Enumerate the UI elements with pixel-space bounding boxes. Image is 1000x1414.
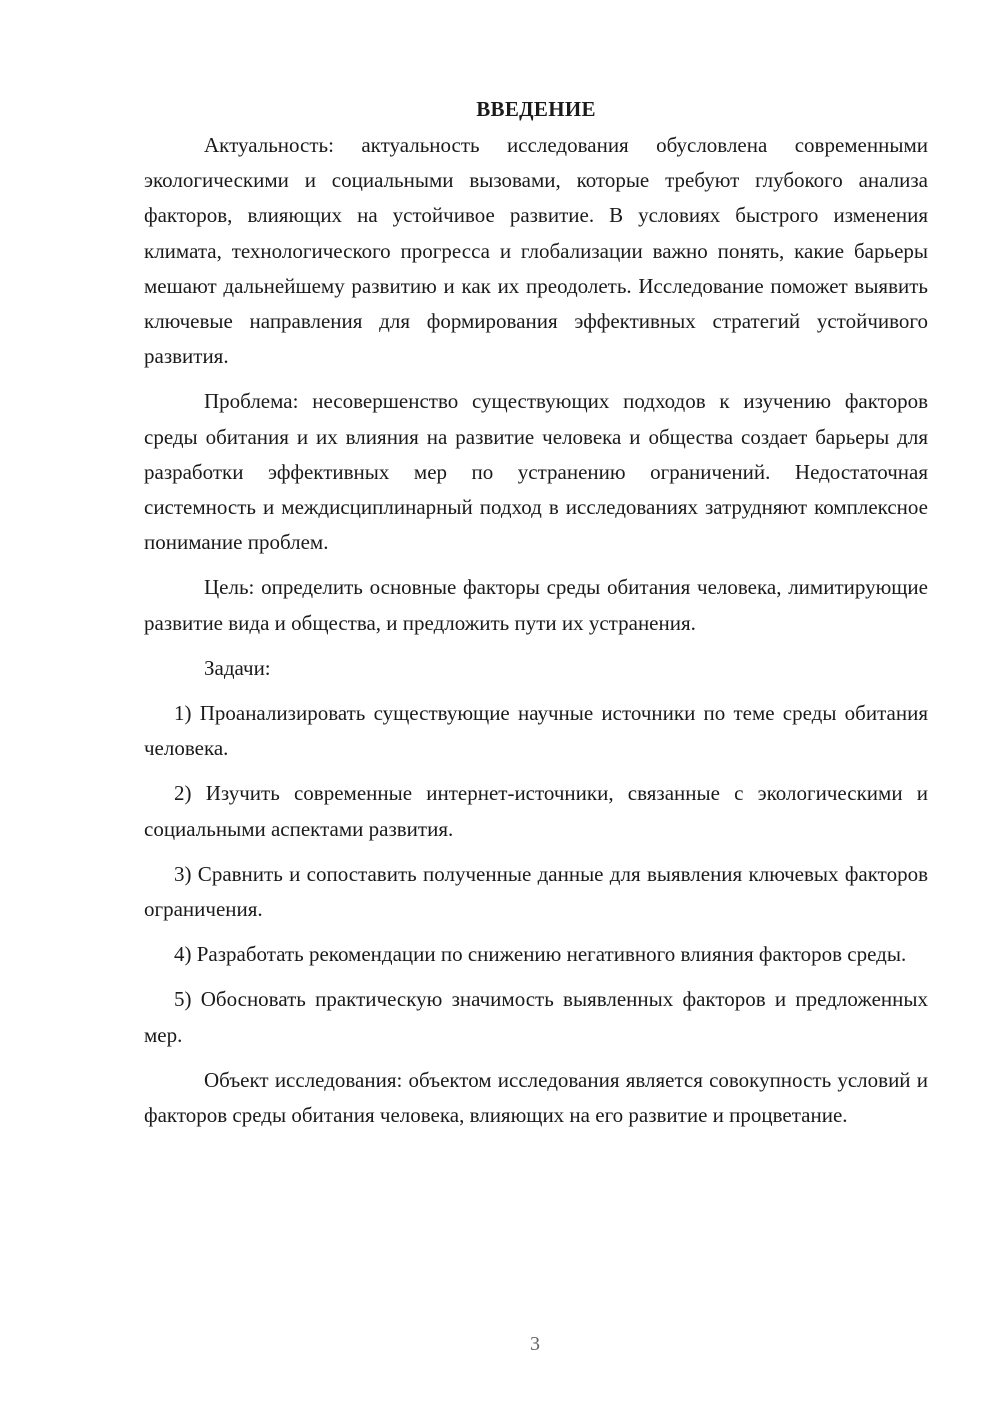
relevance-paragraph: Актуальность: актуальность исследования обусловлена современными экологическими и социальными вызовами, которые требуют глубокого анализа факторов, влияющих на устойчивое развитие. В условиях быстрого изменения климата, технологического прогресса и глобализации важно понять, какие барьеры мешают дальнейшему развитию и как их преодолеть. Исследование поможет выявить ключевые направления для формирования эффективных стратегий устойчивого развития. (144, 133, 928, 369)
problem-paragraph: Проблема: несовершенство существующих подходов к изучению факторов среды обитания и их влияния на развитие человека и общества создает барьеры для разработки эффективных мер по устранению ограничений. Недостаточная системность и междисциплинарный подход в исследованиях затрудняют комплексное понимание проблем. (144, 389, 928, 555)
document-page (144, 92, 928, 1143)
task-item: 2) Изучить современные интернет-источники, связанные с экологическими и социальными аспектами развития. (144, 781, 928, 841)
section-title: ВВЕДЕНИЕ (476, 97, 596, 121)
task-item: 3) Сравнить и сопоставить полученные данные для выявления ключевых факторов ограничения. (144, 861, 928, 922)
goal-paragraph: Цель: определить основные факторы среды обитания человека, лимитирующие развитие вида и общества, и предложить пути их устранения. (144, 575, 928, 635)
task-item: 4) Разработать рекомендации по снижению негативного влияния факторов среды. (174, 942, 907, 967)
task-item: 1) Проанализировать существующие научные источники по теме среды обитания человека. (144, 701, 928, 761)
tasks-heading: Задачи: (204, 655, 271, 680)
page-number: 3 (530, 1333, 540, 1355)
object-paragraph: Объект исследования: объектом исследования является совокупность условий и факторов среды обитания человека, влияющих на его развитие и процветание. (144, 1067, 928, 1128)
task-item: 5) Обосновать практическую значимость выявленных факторов и предложенных мер. (144, 987, 928, 1047)
